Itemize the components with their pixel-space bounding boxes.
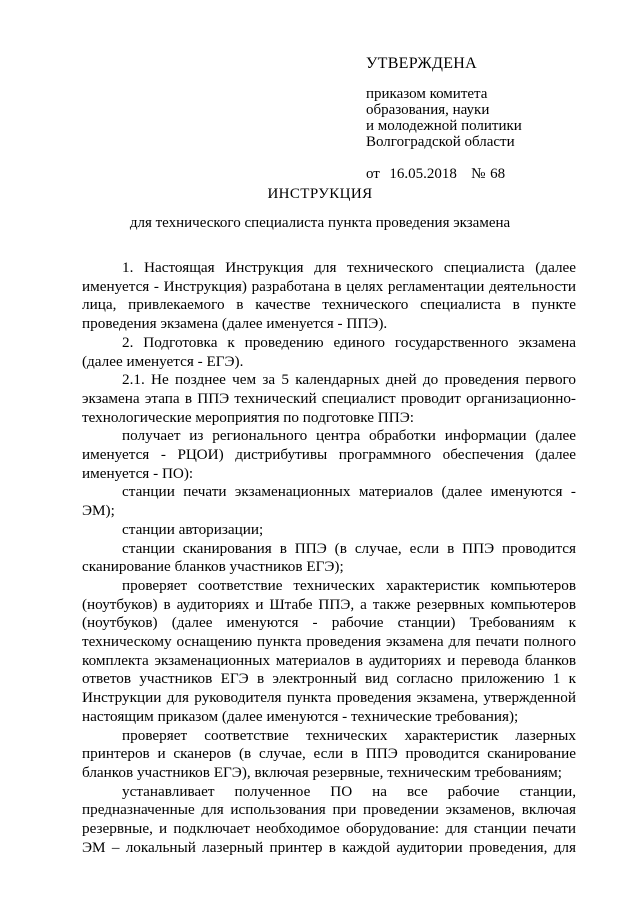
paragraph: проверяет соответствие технических характеристик лазерных принтеров и сканеров (в случае, если в ППЭ проводится сканирование бланков участников ЕГЭ), включая резервные, техническим требованиям; — [82, 726, 576, 781]
paragraph: проверяет соответствие технических характеристик компьютеров (ноутбуков) в аудиториях и Штабе ППЭ, а также резервных компьютеров (ноутбуков) (далее именуются - рабочие станции) Требованиям к техническому оснащению пункта проведения экзамена для печати полного комплекта экзаменационных материалов в аудиториях и перевода бланков ответов участников ЕГЭ в электронный вид согласно приложению 1 к Инструкции для руководителя пункта проведения экзамена, утвержденной настоящим приказом (далее именуются - технические требования); — [82, 576, 576, 725]
approval-heading: УТВЕРЖДЕНА — [366, 55, 478, 72]
approval-line: приказом комитета — [366, 86, 488, 102]
paragraph: 2.1. Не позднее чем за 5 календарных дней до проведения первого экзамена этапа в ППЭ технический специалист проводит организационно-технологические мероприятия по подготовке ППЭ: — [82, 371, 576, 426]
paragraph: 2. Подготовка к проведению единого государственного экзамена (далее именуется - ЕГЭ). — [82, 333, 576, 370]
order-date-number: от 16.05.2018 № 68 — [366, 166, 506, 182]
paragraph: получает из регионального центра обработки информации (далее именуется - РЦОИ) дистрибутивы программного обеспечения (далее именуется - ПО): — [82, 427, 576, 482]
paragraph: станции сканирования в ППЭ (в случае, если в ППЭ проводится сканирование бланков участников ЕГЭ); — [82, 539, 576, 576]
paragraph: 1. Настоящая Инструкция для технического специалиста (далее именуется - Инструкция) разработана в целях регламентации деятельности лица, привлекаемого в качестве технического специалиста в пункте проведения экзамена (далее именуется - ППЭ). — [82, 259, 576, 333]
paragraph: станции авторизации; — [122, 520, 264, 538]
approval-stamp-block — [366, 56, 606, 182]
approval-line: образования, науки — [366, 102, 490, 118]
paragraph: станции печати экзаменационных материалов (далее именуются - ЭМ); — [82, 483, 576, 520]
approval-line: Волгоградской области — [366, 134, 515, 150]
document-subtitle: для технического специалиста пункта проведения экзамена — [129, 215, 511, 231]
approval-line: и молодежной политики — [366, 118, 522, 134]
paragraph: устанавливает полученное ПО на все рабочие станции, предназначенные для использования при проведении экзаменов, включая резервные, и подключает необходимое оборудование: для станции печати ЭМ – локальный лазерный принтер в каждой аудитории проведения, для — [82, 782, 576, 856]
document-body — [82, 259, 576, 858]
document-title: ИНСТРУКЦИЯ — [267, 186, 373, 202]
